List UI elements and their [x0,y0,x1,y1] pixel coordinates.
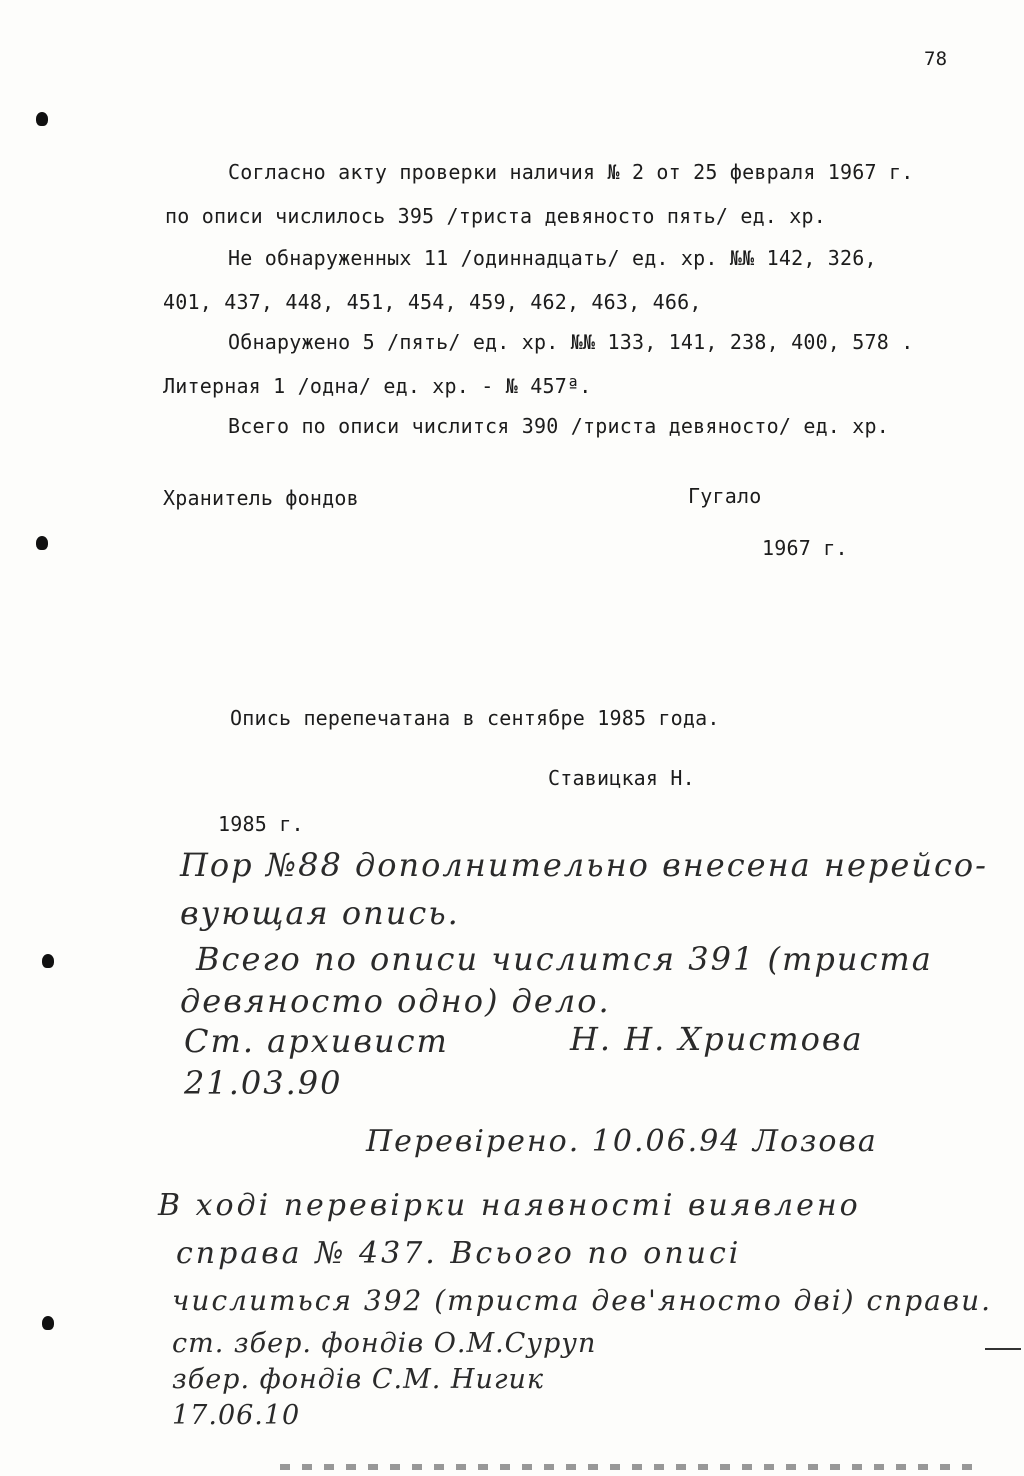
page-number: 78 [924,48,948,70]
reprint-line: Опись перепечатана в сентябре 1985 года. [230,706,720,730]
typed-line-2: по описи числилось 395 /триста девяносто пять/ ед. хр. [165,204,827,228]
handwritten-date-2010: 17.06.10 [172,1400,301,1431]
handwritten-archivist-label: Ст. архивист [184,1022,449,1060]
reprint-name: Ставицкая Н. [548,766,695,790]
handwritten-line-2: вующая опись. [180,894,460,932]
typed-line-6: Литерная 1 /одна/ ед. хр. - № 457ª. [163,374,592,398]
keeper-name: Гугало [688,484,762,508]
punch-hole-mark [36,112,48,126]
handwritten-line-10: числиться 392 (триста дев'яносто дві) справи. [172,1284,993,1317]
margin-line-mark [985,1348,1021,1350]
handwritten-line-9: справа № 437. Всього по описі [176,1236,742,1271]
punch-hole-mark [42,1316,54,1330]
punch-hole-mark [42,954,54,968]
punch-hole-mark [36,536,48,550]
handwritten-line-12: збер. фондів С.М. Нигик [172,1364,544,1395]
year-1985: 1985 г. [218,812,304,836]
handwritten-line-1: Пор №88 дополнительно внесена нерейсо- [180,846,988,884]
handwritten-line-3: Всего по описи числится 391 (триста [196,940,933,978]
keeper-label: Хранитель фондов [163,486,359,510]
handwritten-date-1990: 21.03.90 [184,1064,343,1102]
scan-bottom-edge [280,1464,980,1470]
typed-line-5: Обнаружено 5 /пять/ ед. хр. №№ 133, 141, 238, 400, 578 . [228,330,914,354]
handwritten-archivist-name: Н. Н. Христова [570,1020,864,1058]
typed-line-4: 401, 437, 448, 451, 454, 459, 462, 463, 466, [163,290,702,314]
handwritten-line-8: В ході перевірки наявності виявлено [158,1188,861,1223]
handwritten-line-11: ст. збер. фондів О.М.Суруп [172,1328,597,1359]
handwritten-line-4: девяносто одно) дело. [180,982,611,1020]
typed-line-1: Согласно акту проверки наличия № 2 от 25 февраля 1967 г. [228,160,914,184]
handwritten-verified-1994: Перевірено. 10.06.94 Лозова [366,1124,878,1159]
typed-line-3: Не обнаруженных 11 /одиннадцать/ ед. хр. №№ 142, 326, [228,246,877,270]
typed-line-7: Всего по описи числится 390 /триста девяносто/ ед. хр. [228,414,890,438]
year-1967: 1967 г. [762,536,848,560]
